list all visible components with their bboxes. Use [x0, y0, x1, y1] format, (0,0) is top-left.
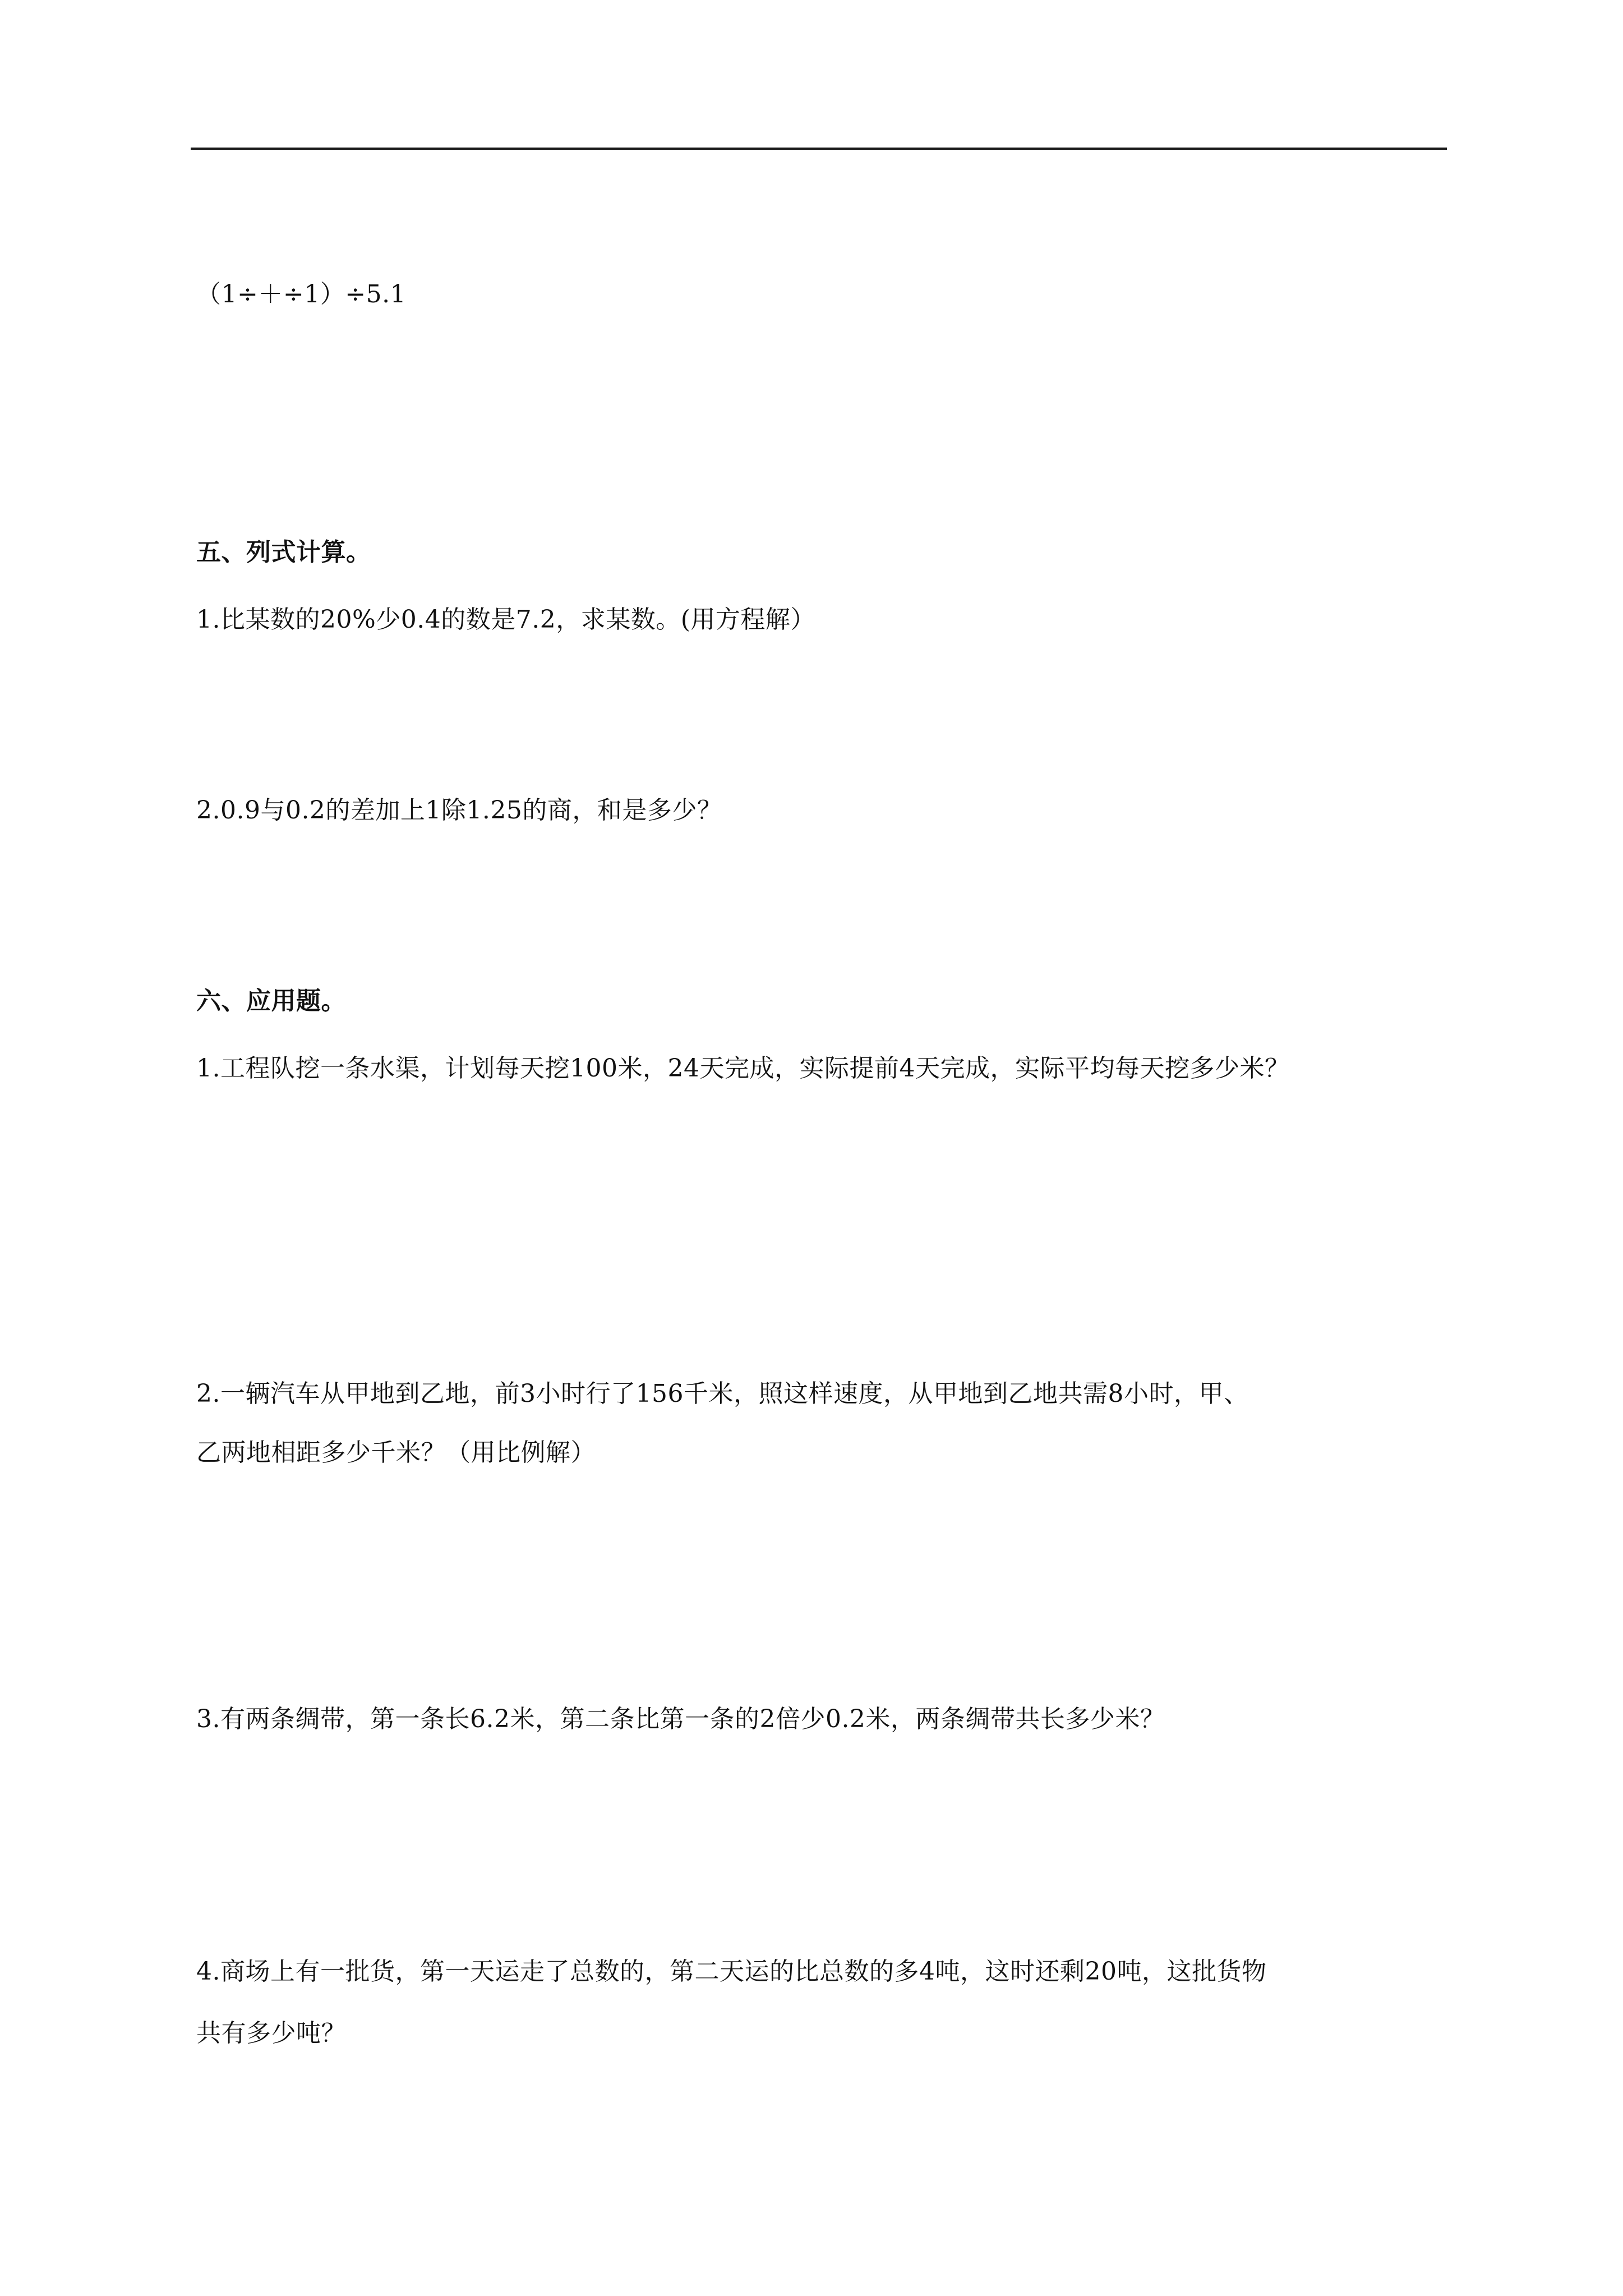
- section-5-item-1: 1.比某数的20%少0.4的数是7.2，求某数。(用方程解）: [196, 605, 815, 634]
- question-4-line-2: 共有多少吨？: [196, 2019, 346, 2047]
- section-5-title: 五、列式计算。: [196, 538, 371, 567]
- question-1: 1.工程队挖一条水渠，计划每天挖100米，24天完成，实际提前4天完成，实际平均每天挖多少米？: [196, 1054, 1290, 1083]
- question-4-line-1: 4.商场上有一批货，第一天运走了总数的，第二天运的比总数的多4吨，这时还剩20吨，这批货物: [196, 1957, 1267, 1986]
- question-3: 3.有两条绸带，第一条长6.2米，第二条比第一条的2倍少0.2米，两条绸带共长多少米？: [196, 1705, 1165, 1733]
- calculation-expression: （1÷＋÷1）÷5.1: [196, 280, 407, 309]
- header-rule: [191, 148, 1447, 150]
- question-2-line-1: 2.一辆汽车从甲地到乙地，前3小时行了156千米，照这样速度，从甲地到乙地共需8小时，甲、: [196, 1379, 1249, 1408]
- section-6-title: 六、应用题。: [196, 987, 346, 1015]
- section-5-item-2: 2.0.9与0.2的差加上1除1.25的商，和是多少？: [196, 796, 722, 825]
- question-2-line-2: 乙两地相距多少千米？（用比例解）: [196, 1438, 596, 1467]
